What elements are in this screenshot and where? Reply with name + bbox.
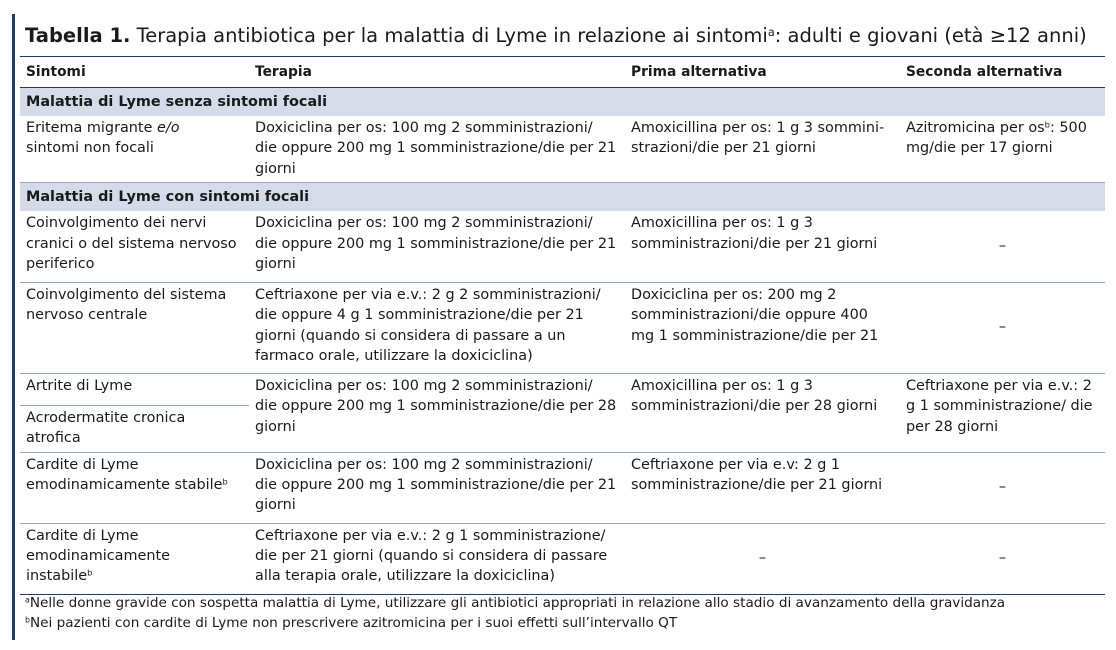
footnote-mark: b — [25, 615, 30, 625]
footnote-mark: a — [25, 595, 30, 605]
section-label: Malattia di Lyme senza sintomi focali — [20, 88, 1105, 117]
footnote-text: Nelle donne gravide con sospetta malattia di Lyme, utilizzare gli antibiotici appropriati in relazione allo stadio di avanzamento della gravidanza — [29, 595, 1006, 611]
symptom-cell: Coinvolgimento del sistema nervoso centrale — [20, 282, 249, 373]
therapy-cell: Doxiciclina per os: 100 mg 2 somministrazioni/ die oppure 200 mg 1 somministrazione/die per 21 giorni — [249, 116, 625, 183]
footnote-mark: b — [222, 476, 228, 487]
symptom-text: Cardite di Lyme emodinamicamente instabile — [26, 527, 170, 585]
alt2-cell: – — [900, 523, 1105, 594]
title-text: Terapia antibiotica per la malattia di Lyme in relazione ai sintomi — [136, 24, 768, 47]
therapy-cell: Doxiciclina per os: 100 mg 2 somministrazioni/ die oppure 200 mg 1 somministrazione/die per 21 giorni — [249, 452, 625, 523]
alt2-text: : 500 mg/die per 17 giorni — [906, 120, 1087, 157]
section-row-no-focal — [20, 88, 1105, 117]
table-row — [20, 116, 1105, 183]
alt1-cell: – — [625, 523, 900, 594]
alt2-cell: Ceftriaxone per via e.v.: 2 g 1 somministrazione/ die per 28 giorni — [900, 373, 1105, 452]
symptom-text: Cardite di Lyme emodinamicamente stabile — [26, 456, 223, 493]
table-title — [25, 23, 1110, 49]
symptom-cell — [20, 116, 249, 183]
alt1-cell: Amoxicillina per os: 1 g 3 somministrazioni/die per 21 giorni — [625, 211, 900, 282]
alt1-cell: Amoxicillina per os: 1 g 3 somministrazioni/die per 28 giorni — [625, 373, 900, 452]
footnote-mark: b — [87, 567, 93, 578]
footnote-text: Nei pazienti con cardite di Lyme non prescrivere azitromicina per i suoi effetti sull’intervallo QT — [30, 615, 678, 631]
footnote-b — [25, 613, 677, 633]
symptom-cell — [20, 452, 249, 523]
alt2-cell: – — [900, 282, 1105, 373]
header-prima-alternativa: Prima alternativa — [625, 57, 900, 88]
table-row — [20, 523, 1105, 594]
symptom-cell: Acrodermatite cronica atrofica — [20, 405, 249, 452]
accent-bar — [12, 14, 15, 640]
therapy-cell: Ceftriaxone per via e.v.: 2 g 2 somministrazioni/ die oppure 4 g 1 somministrazione/die per 21 giorni (quando si considera di passare a un farmaco orale, utilizzare la doxiciclina) — [249, 282, 625, 373]
header-terapia: Terapia — [249, 57, 625, 88]
title-footnote-mark: a — [767, 25, 775, 39]
alt1-cell: Doxiciclina per os: 200 mg 2 somministrazioni/die oppure 400 mg 1 somministrazione/die per 21 — [625, 282, 900, 373]
table-row — [20, 452, 1105, 523]
table-row — [20, 373, 1105, 405]
symptom-text: Eritema migrante — [26, 120, 157, 136]
alt1-cell: Amoxicillina per os: 1 g 3 sommini- strazioni/die per 21 giorni — [625, 116, 900, 183]
therapy-cell: Doxiciclina per os: 100 mg 2 somministrazioni/ die oppure 200 mg 1 somministrazione/die per 28 giorni — [249, 373, 625, 452]
alt2-cell: – — [900, 211, 1105, 282]
symptom-cell: Coinvolgimento dei nervi cranici o del sistema nervoso periferico — [20, 211, 249, 282]
alt2-text: Azitromicina per os — [906, 120, 1045, 136]
section-row-focal — [20, 183, 1105, 212]
title-suffix: : adulti e giovani (età ≥12 anni) — [774, 24, 1087, 47]
table-label: Tabella 1. — [25, 24, 131, 47]
therapy-cell: Doxiciclina per os: 100 mg 2 somministrazioni/ die oppure 200 mg 1 somministrazione/die per 21 giorni — [249, 211, 625, 282]
alt1-cell: Ceftriaxone per via e.v: 2 g 1 somministrazione/die per 21 giorni — [625, 452, 900, 523]
symptom-emphasis: e/o — [157, 120, 180, 136]
header-sintomi: Sintomi — [20, 57, 249, 88]
alt2-cell: – — [900, 452, 1105, 523]
section-label: Malattia di Lyme con sintomi focali — [20, 183, 1105, 212]
therapy-cell: Ceftriaxone per via e.v.: 2 g 1 somministrazione/ die per 21 giorni (quando si considera di passare alla terapia orale, utilizzare la doxiciclina) — [249, 523, 625, 594]
table-row — [20, 282, 1105, 373]
footnote-mark: b — [1044, 119, 1050, 130]
table-row — [20, 211, 1105, 282]
therapy-table — [20, 57, 1105, 595]
footnote-a — [25, 593, 1005, 613]
symptom-cell — [20, 523, 249, 594]
symptom-text: sintomi non focali — [26, 140, 154, 157]
header-seconda-alternativa: Seconda alternativa — [900, 57, 1105, 88]
header-row — [20, 57, 1105, 88]
symptom-cell: Artrite di Lyme — [20, 373, 249, 405]
alt2-cell — [900, 116, 1105, 183]
